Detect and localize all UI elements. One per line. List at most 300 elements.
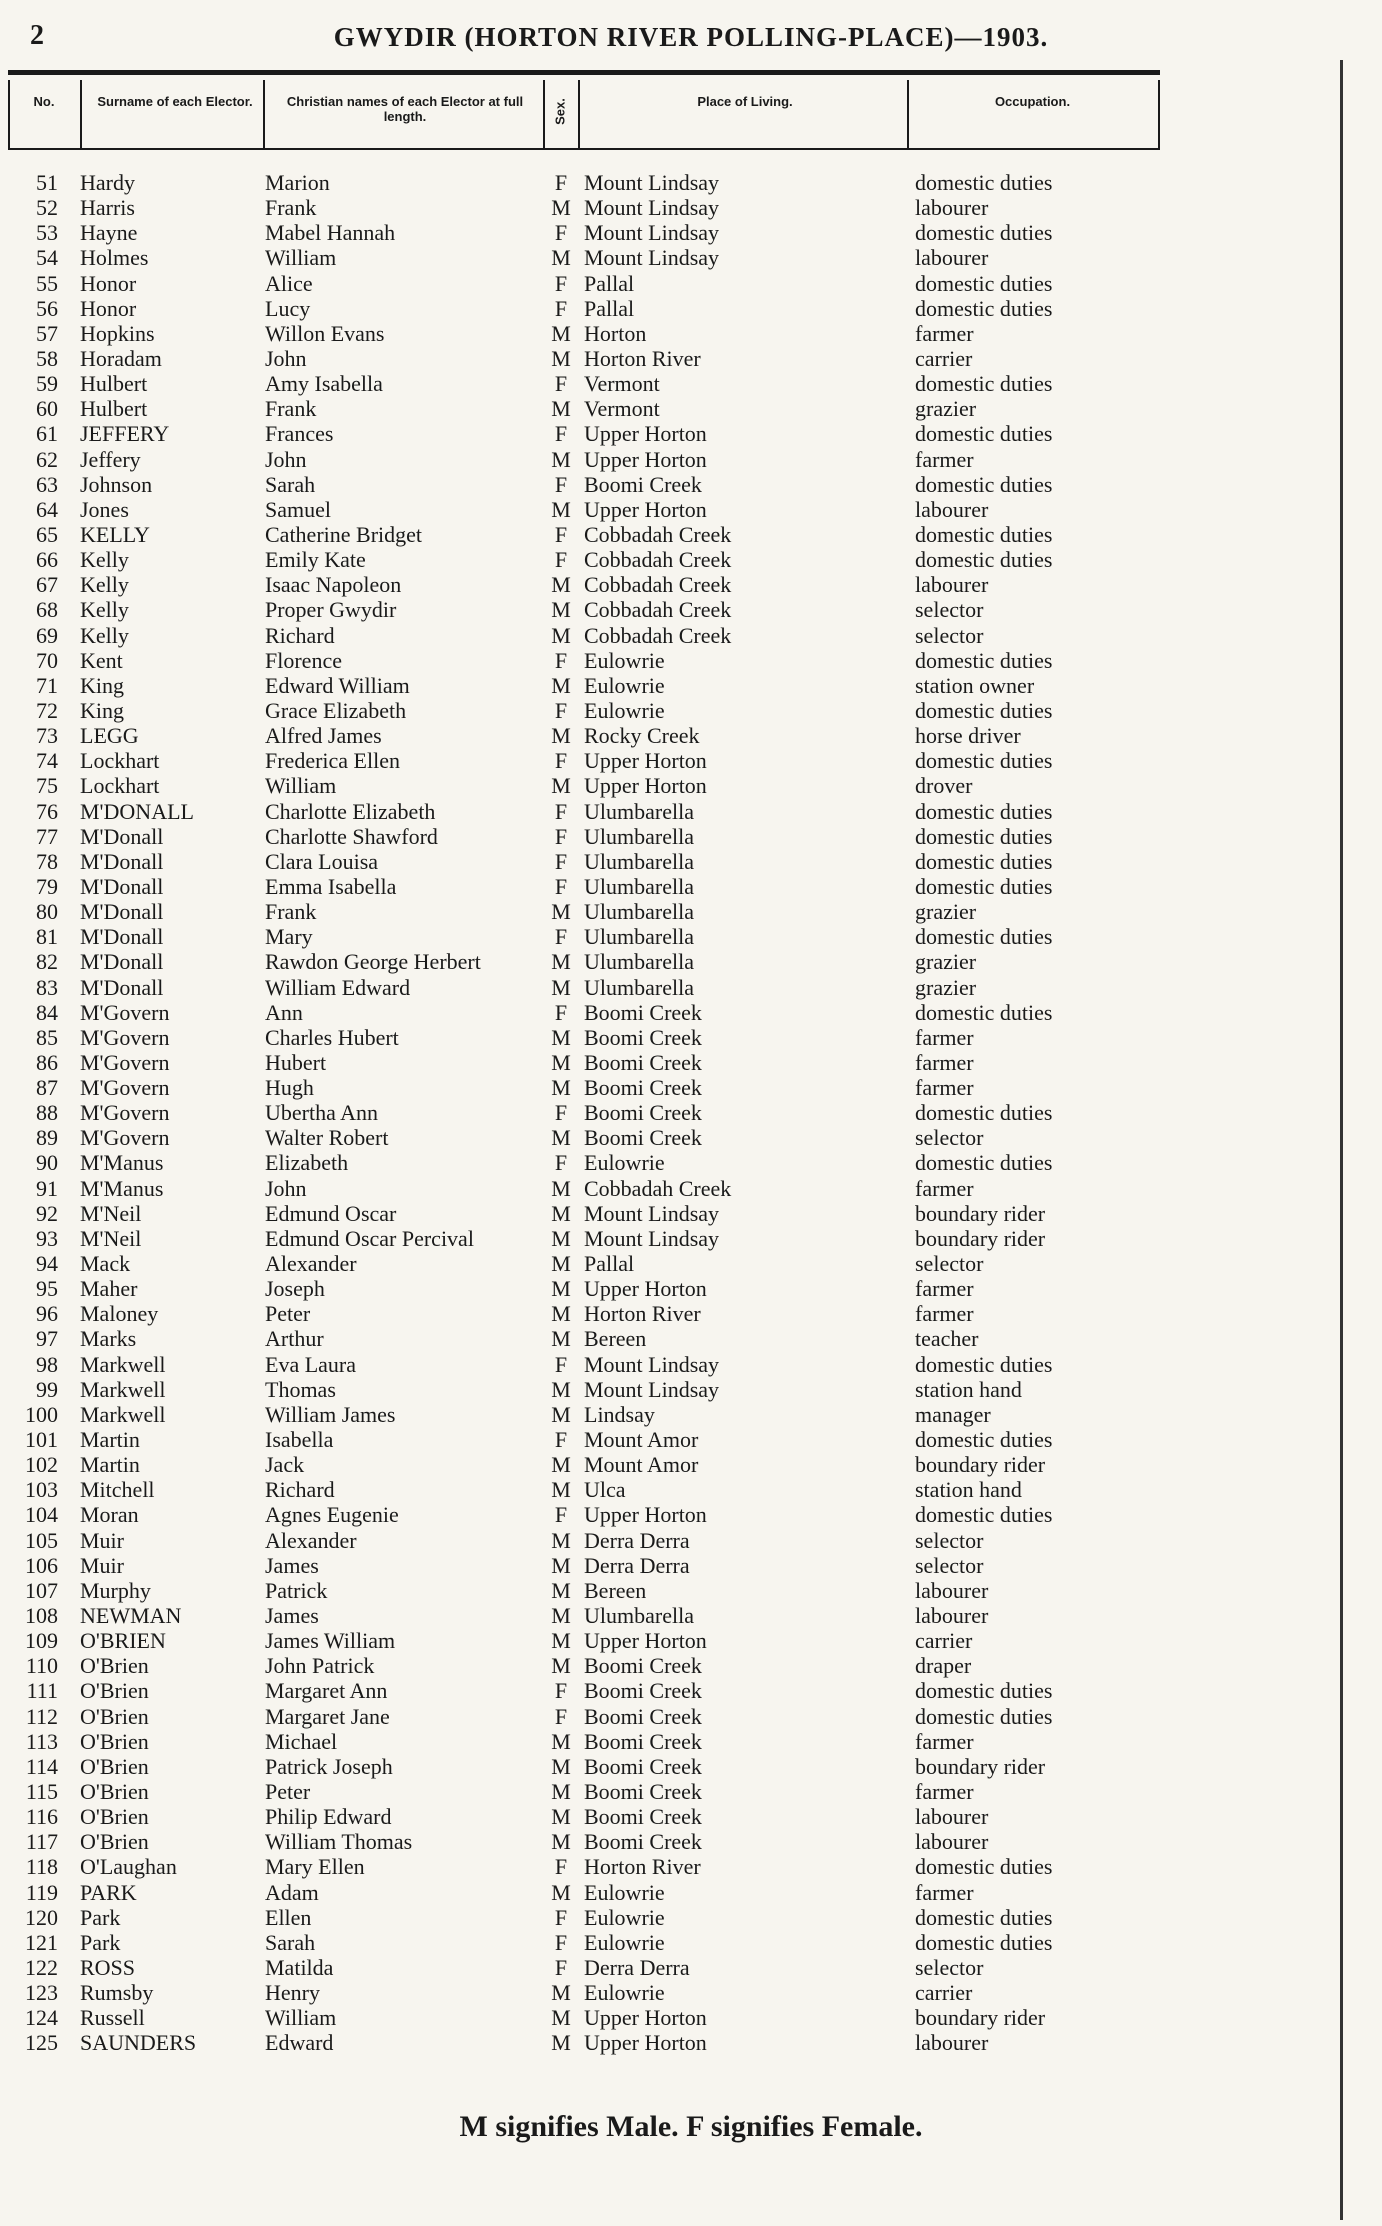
elector-christian-names: John Patrick bbox=[265, 1653, 375, 1679]
elector-place-of-living: Bereen bbox=[584, 1326, 647, 1352]
elector-place-of-living: Upper Horton bbox=[584, 2005, 707, 2031]
elector-surname: M'Neil bbox=[80, 1200, 142, 1226]
elector-occupation: domestic duties bbox=[915, 848, 1053, 874]
elector-christian-names: Richard bbox=[265, 1477, 335, 1503]
elector-sex: M bbox=[551, 1125, 571, 1151]
elector-christian-names: James bbox=[265, 1603, 319, 1629]
elector-place-of-living: Boomi Creek bbox=[584, 1728, 702, 1754]
elector-christian-names: Edmund Oscar Percival bbox=[265, 1225, 474, 1251]
table-row bbox=[0, 723, 1382, 748]
elector-surname: Moran bbox=[80, 1502, 139, 1528]
elector-christian-names: Frederica Ellen bbox=[265, 748, 400, 774]
elector-place-of-living: Ulumbarella bbox=[584, 899, 694, 925]
elector-surname: Kelly bbox=[80, 547, 129, 573]
elector-christian-names: William Thomas bbox=[265, 1829, 413, 1855]
elector-place-of-living: Eulowrie bbox=[584, 1879, 665, 1905]
elector-occupation: domestic duties bbox=[915, 999, 1053, 1025]
elector-place-of-living: Boomi Creek bbox=[584, 471, 702, 497]
elector-sex: M bbox=[551, 1075, 571, 1101]
table-row bbox=[0, 371, 1382, 396]
elector-occupation: boundary rider bbox=[915, 1753, 1046, 1779]
table-row bbox=[0, 949, 1382, 974]
elector-surname: Martin bbox=[80, 1427, 140, 1453]
elector-place-of-living: Boomi Creek bbox=[584, 1100, 702, 1126]
elector-number: 88 bbox=[36, 1100, 58, 1126]
elector-place-of-living: Ulumbarella bbox=[584, 924, 694, 950]
table-row bbox=[0, 1276, 1382, 1301]
elector-surname: Honor bbox=[80, 270, 137, 296]
elector-surname: Murphy bbox=[80, 1577, 151, 1603]
elector-number: 51 bbox=[36, 170, 58, 195]
elector-sex: M bbox=[551, 2030, 571, 2056]
table-row bbox=[0, 1502, 1382, 1527]
elector-number: 86 bbox=[36, 1049, 58, 1075]
elector-surname: Kelly bbox=[80, 622, 129, 648]
elector-sex: M bbox=[551, 1276, 571, 1302]
elector-number: 115 bbox=[25, 1779, 58, 1804]
elector-christian-names: Emily Kate bbox=[265, 547, 366, 573]
elector-sex: F bbox=[554, 270, 568, 296]
elector-place-of-living: Derra Derra bbox=[584, 1954, 690, 1980]
elector-number: 116 bbox=[25, 1804, 58, 1830]
elector-place-of-living: Upper Horton bbox=[584, 748, 707, 774]
elector-occupation: farmer bbox=[915, 1049, 974, 1075]
elector-surname: Mack bbox=[80, 1251, 131, 1277]
elector-place-of-living: Mount Lindsay bbox=[584, 170, 720, 195]
elector-sex: F bbox=[554, 371, 568, 397]
elector-number: 62 bbox=[36, 446, 58, 472]
elector-place-of-living: Boomi Creek bbox=[584, 1804, 702, 1830]
elector-surname: M'Govern bbox=[80, 1100, 170, 1126]
elector-place-of-living: Boomi Creek bbox=[584, 1075, 702, 1101]
elector-list bbox=[0, 170, 1382, 2056]
elector-place-of-living: Cobbadah Creek bbox=[584, 521, 732, 547]
elector-occupation: grazier bbox=[915, 974, 977, 1000]
page-number: 2 bbox=[30, 20, 44, 51]
elector-christian-names: Patrick Joseph bbox=[265, 1753, 393, 1779]
elector-surname: M'Donall bbox=[80, 899, 164, 925]
elector-christian-names: James bbox=[265, 1552, 319, 1578]
elector-number: 113 bbox=[25, 1728, 58, 1754]
elector-sex: M bbox=[551, 1879, 571, 1905]
table-row bbox=[0, 773, 1382, 798]
elector-occupation: boundary rider bbox=[915, 1452, 1046, 1478]
elector-number: 57 bbox=[36, 320, 58, 346]
elector-number: 97 bbox=[36, 1326, 58, 1352]
table-row bbox=[0, 1980, 1382, 2005]
elector-sex: F bbox=[554, 220, 568, 246]
elector-place-of-living: Horton bbox=[584, 320, 647, 346]
table-row bbox=[0, 1905, 1382, 1930]
elector-surname: Park bbox=[80, 1904, 121, 1930]
elector-occupation: domestic duties bbox=[915, 748, 1053, 774]
elector-sex: M bbox=[551, 1376, 571, 1402]
table-row bbox=[0, 1025, 1382, 1050]
elector-sex: M bbox=[551, 1779, 571, 1804]
elector-christian-names: Peter bbox=[265, 1301, 311, 1327]
table-row bbox=[0, 1176, 1382, 1201]
elector-christian-names: Henry bbox=[265, 1980, 320, 2006]
elector-place-of-living: Upper Horton bbox=[584, 2030, 707, 2056]
elector-surname: Holmes bbox=[80, 245, 149, 271]
elector-number: 105 bbox=[25, 1527, 58, 1553]
elector-christian-names: Charlotte Shawford bbox=[265, 823, 438, 849]
elector-sex: F bbox=[554, 170, 568, 195]
elector-number: 73 bbox=[36, 723, 58, 749]
elector-surname: O'Brien bbox=[80, 1728, 149, 1754]
elector-occupation: labourer bbox=[915, 2030, 989, 2056]
elector-surname: M'Govern bbox=[80, 1024, 170, 1050]
table-row bbox=[0, 1452, 1382, 1477]
elector-number: 108 bbox=[25, 1603, 58, 1629]
elector-surname: Johnson bbox=[80, 471, 153, 497]
elector-surname: Honor bbox=[80, 295, 137, 321]
table-row bbox=[0, 1352, 1382, 1377]
table-row bbox=[0, 1603, 1382, 1628]
elector-christian-names: Isaac Napoleon bbox=[265, 572, 402, 598]
elector-number: 93 bbox=[36, 1225, 58, 1251]
elector-occupation: carrier bbox=[915, 1980, 973, 2006]
elector-christian-names: William James bbox=[265, 1401, 396, 1427]
elector-place-of-living: Rocky Creek bbox=[584, 723, 700, 749]
elector-number: 75 bbox=[36, 773, 58, 799]
elector-place-of-living: Ulca bbox=[584, 1477, 626, 1503]
elector-surname: Jones bbox=[80, 496, 129, 522]
elector-number: 58 bbox=[36, 345, 58, 371]
elector-number: 104 bbox=[25, 1502, 58, 1528]
elector-surname: M'DONALL bbox=[80, 798, 194, 824]
table-row bbox=[0, 396, 1382, 421]
table-row bbox=[0, 522, 1382, 547]
elector-place-of-living: Horton River bbox=[584, 345, 701, 371]
elector-number: 84 bbox=[36, 999, 58, 1025]
elector-surname: Lockhart bbox=[80, 748, 160, 774]
elector-occupation: manager bbox=[915, 1401, 991, 1427]
elector-occupation: domestic duties bbox=[915, 295, 1053, 321]
elector-number: 94 bbox=[36, 1251, 58, 1277]
col-header-sex: Sex. bbox=[552, 98, 568, 125]
elector-sex: M bbox=[551, 1200, 571, 1226]
elector-occupation: labourer bbox=[915, 1577, 989, 1603]
elector-sex: M bbox=[551, 345, 571, 371]
elector-christian-names: Margaret Jane bbox=[265, 1703, 390, 1729]
elector-occupation: selector bbox=[915, 1251, 984, 1277]
elector-number: 112 bbox=[25, 1703, 58, 1729]
elector-surname: M'Govern bbox=[80, 999, 170, 1025]
elector-number: 101 bbox=[25, 1427, 58, 1453]
elector-occupation: domestic duties bbox=[915, 823, 1053, 849]
elector-christian-names: Ann bbox=[265, 999, 303, 1025]
elector-christian-names: Ellen bbox=[265, 1904, 312, 1930]
elector-number: 71 bbox=[36, 672, 58, 698]
table-row bbox=[0, 597, 1382, 622]
table-row bbox=[0, 899, 1382, 924]
elector-number: 82 bbox=[36, 949, 58, 975]
elector-place-of-living: Eulowrie bbox=[584, 1929, 665, 1955]
elector-sex: M bbox=[551, 1225, 571, 1251]
elector-occupation: labourer bbox=[915, 1804, 989, 1830]
elector-sex: M bbox=[551, 773, 571, 799]
elector-christian-names: John bbox=[265, 1175, 307, 1201]
col-header-no: No. bbox=[33, 94, 55, 109]
elector-occupation: farmer bbox=[915, 1779, 974, 1804]
elector-sex: M bbox=[551, 1728, 571, 1754]
elector-occupation: selector bbox=[915, 622, 984, 648]
elector-surname: PARK bbox=[80, 1879, 137, 1905]
elector-surname: M'Govern bbox=[80, 1125, 170, 1151]
elector-christian-names: Edward bbox=[265, 2030, 334, 2056]
elector-sex: F bbox=[554, 295, 568, 321]
elector-place-of-living: Lindsay bbox=[584, 1401, 655, 1427]
elector-occupation: farmer bbox=[915, 1075, 974, 1101]
elector-occupation: domestic duties bbox=[915, 647, 1053, 673]
elector-occupation: domestic duties bbox=[915, 697, 1053, 723]
elector-sex: F bbox=[554, 999, 568, 1025]
elector-sex: M bbox=[551, 597, 571, 623]
elector-surname: O'Brien bbox=[80, 1753, 149, 1779]
elector-surname: M'Donall bbox=[80, 823, 164, 849]
elector-christian-names: Samuel bbox=[265, 496, 331, 522]
elector-sex: M bbox=[551, 1049, 571, 1075]
elector-occupation: drover bbox=[915, 773, 973, 799]
elector-surname: M'Donall bbox=[80, 974, 164, 1000]
elector-number: 124 bbox=[25, 2005, 58, 2031]
elector-place-of-living: Boomi Creek bbox=[584, 1779, 702, 1804]
elector-occupation: domestic duties bbox=[915, 1904, 1053, 1930]
elector-occupation: grazier bbox=[915, 949, 977, 975]
elector-sex: M bbox=[551, 949, 571, 975]
elector-christian-names: Mary Ellen bbox=[265, 1854, 365, 1880]
table-row bbox=[0, 1150, 1382, 1175]
elector-occupation: domestic duties bbox=[915, 1427, 1053, 1453]
elector-place-of-living: Cobbadah Creek bbox=[584, 622, 732, 648]
elector-place-of-living: Mount Lindsay bbox=[584, 1351, 720, 1377]
elector-number: 53 bbox=[36, 220, 58, 246]
elector-occupation: station hand bbox=[915, 1376, 1022, 1402]
elector-surname: Muir bbox=[80, 1552, 124, 1578]
elector-surname: M'Neil bbox=[80, 1225, 142, 1251]
elector-number: 61 bbox=[36, 421, 58, 447]
elector-place-of-living: Upper Horton bbox=[584, 773, 707, 799]
elector-christian-names: Patrick bbox=[265, 1577, 328, 1603]
table-row bbox=[0, 924, 1382, 949]
elector-sex: F bbox=[554, 873, 568, 899]
elector-number: 77 bbox=[36, 823, 58, 849]
elector-christian-names: Michael bbox=[265, 1728, 338, 1754]
elector-surname: Jeffery bbox=[80, 446, 141, 472]
elector-number: 120 bbox=[25, 1904, 58, 1930]
elector-sex: F bbox=[554, 471, 568, 497]
elector-place-of-living: Eulowrie bbox=[584, 697, 665, 723]
elector-place-of-living: Eulowrie bbox=[584, 647, 665, 673]
elector-occupation: domestic duties bbox=[915, 1150, 1053, 1176]
table-row bbox=[0, 572, 1382, 597]
table-row bbox=[0, 1553, 1382, 1578]
elector-occupation: domestic duties bbox=[915, 1100, 1053, 1126]
table-row bbox=[0, 648, 1382, 673]
elector-occupation: farmer bbox=[915, 1301, 974, 1327]
elector-christian-names: Lucy bbox=[265, 295, 311, 321]
elector-christian-names: Sarah bbox=[265, 471, 316, 497]
elector-place-of-living: Cobbadah Creek bbox=[584, 1175, 732, 1201]
elector-sex: F bbox=[554, 547, 568, 573]
elector-surname: JEFFERY bbox=[80, 421, 170, 447]
elector-number: 96 bbox=[36, 1301, 58, 1327]
elector-number: 90 bbox=[36, 1150, 58, 1176]
elector-sex: M bbox=[551, 1653, 571, 1679]
table-row bbox=[0, 447, 1382, 472]
table-row bbox=[0, 1804, 1382, 1829]
elector-surname: M'Donall bbox=[80, 873, 164, 899]
table-row bbox=[0, 2005, 1382, 2030]
elector-number: 109 bbox=[25, 1628, 58, 1654]
elector-occupation: domestic duties bbox=[915, 170, 1053, 195]
column-divider bbox=[543, 80, 545, 148]
elector-sex: F bbox=[554, 521, 568, 547]
elector-surname: King bbox=[80, 672, 124, 698]
elector-occupation: boundary rider bbox=[915, 1225, 1046, 1251]
table-row bbox=[0, 346, 1382, 371]
table-row bbox=[0, 1754, 1382, 1779]
elector-occupation: selector bbox=[915, 597, 984, 623]
table-row bbox=[0, 1050, 1382, 1075]
table-row bbox=[0, 1427, 1382, 1452]
table-row bbox=[0, 1704, 1382, 1729]
table-row bbox=[0, 497, 1382, 522]
elector-number: 91 bbox=[36, 1175, 58, 1201]
elector-occupation: boundary rider bbox=[915, 1200, 1046, 1226]
elector-sex: M bbox=[551, 1552, 571, 1578]
elector-christian-names: Frances bbox=[265, 421, 334, 447]
elector-place-of-living: Ulumbarella bbox=[584, 823, 694, 849]
elector-surname: Horadam bbox=[80, 345, 162, 371]
table-row bbox=[0, 698, 1382, 723]
elector-number: 74 bbox=[36, 748, 58, 774]
elector-place-of-living: Mount Lindsay bbox=[584, 195, 720, 221]
elector-sex: M bbox=[551, 1452, 571, 1478]
elector-place-of-living: Mount Amor bbox=[584, 1427, 699, 1453]
elector-place-of-living: Mount Amor bbox=[584, 1452, 699, 1478]
elector-place-of-living: Mount Lindsay bbox=[584, 1200, 720, 1226]
elector-number: 83 bbox=[36, 974, 58, 1000]
elector-occupation: domestic duties bbox=[915, 924, 1053, 950]
elector-occupation: domestic duties bbox=[915, 220, 1053, 246]
elector-christian-names: Mabel Hannah bbox=[265, 220, 396, 246]
elector-surname: Lockhart bbox=[80, 773, 160, 799]
table-row bbox=[0, 824, 1382, 849]
elector-number: 81 bbox=[36, 924, 58, 950]
elector-surname: O'Brien bbox=[80, 1829, 149, 1855]
elector-occupation: selector bbox=[915, 1125, 984, 1151]
elector-place-of-living: Boomi Creek bbox=[584, 1653, 702, 1679]
elector-christian-names: Elizabeth bbox=[265, 1150, 349, 1176]
elector-sex: F bbox=[554, 697, 568, 723]
elector-christian-names: Amy Isabella bbox=[265, 371, 383, 397]
elector-place-of-living: Pallal bbox=[584, 1251, 635, 1277]
elector-christian-names: William bbox=[265, 2005, 337, 2031]
elector-number: 99 bbox=[36, 1376, 58, 1402]
elector-sex: F bbox=[554, 748, 568, 774]
elector-sex: M bbox=[551, 1175, 571, 1201]
elector-christian-names: Alfred James bbox=[265, 723, 382, 749]
elector-place-of-living: Upper Horton bbox=[584, 446, 707, 472]
elector-occupation: labourer bbox=[915, 1829, 989, 1855]
column-divider bbox=[907, 80, 909, 148]
elector-christian-names: Peter bbox=[265, 1779, 311, 1804]
col-header-surname: Surname of each Elector. bbox=[97, 94, 253, 109]
elector-occupation: domestic duties bbox=[915, 1502, 1053, 1528]
elector-christian-names: Adam bbox=[265, 1879, 319, 1905]
table-row bbox=[0, 170, 1382, 195]
elector-surname: O'Brien bbox=[80, 1703, 149, 1729]
elector-surname: O'Brien bbox=[80, 1653, 149, 1679]
elector-number: 67 bbox=[36, 572, 58, 598]
elector-surname: M'Manus bbox=[80, 1175, 164, 1201]
elector-occupation: draper bbox=[915, 1653, 972, 1679]
elector-christian-names: Charles Hubert bbox=[265, 1024, 399, 1050]
elector-place-of-living: Boomi Creek bbox=[584, 1753, 702, 1779]
table-row bbox=[0, 245, 1382, 270]
elector-number: 80 bbox=[36, 899, 58, 925]
elector-place-of-living: Boomi Creek bbox=[584, 1703, 702, 1729]
elector-place-of-living: Boomi Creek bbox=[584, 999, 702, 1025]
elector-christian-names: John bbox=[265, 345, 307, 371]
elector-number: 110 bbox=[25, 1653, 58, 1679]
elector-surname: Mitchell bbox=[80, 1477, 155, 1503]
elector-place-of-living: Ulumbarella bbox=[584, 873, 694, 899]
elector-sex: M bbox=[551, 496, 571, 522]
elector-number: 111 bbox=[26, 1678, 58, 1704]
elector-number: 56 bbox=[36, 295, 58, 321]
elector-number: 92 bbox=[36, 1200, 58, 1226]
elector-christian-names: Emma Isabella bbox=[265, 873, 397, 899]
table-row bbox=[0, 748, 1382, 773]
table-row bbox=[0, 799, 1382, 824]
elector-christian-names: Frank bbox=[265, 195, 317, 221]
elector-sex: F bbox=[554, 823, 568, 849]
elector-place-of-living: Upper Horton bbox=[584, 1628, 707, 1654]
elector-occupation: station hand bbox=[915, 1477, 1022, 1503]
page-title: GWYDIR (HORTON RIVER POLLING-PLACE)—1903. bbox=[333, 22, 1049, 52]
elector-place-of-living: Mount Lindsay bbox=[584, 220, 720, 246]
elector-christian-names: Rawdon George Herbert bbox=[265, 949, 481, 975]
elector-christian-names: Eva Laura bbox=[265, 1351, 356, 1377]
elector-sex: M bbox=[551, 1024, 571, 1050]
elector-number: 103 bbox=[25, 1477, 58, 1503]
elector-sex: F bbox=[554, 1954, 568, 1980]
elector-sex: F bbox=[554, 1703, 568, 1729]
table-row bbox=[0, 547, 1382, 572]
elector-occupation: farmer bbox=[915, 1175, 974, 1201]
table-row bbox=[0, 296, 1382, 321]
elector-place-of-living: Eulowrie bbox=[584, 1904, 665, 1930]
table-row bbox=[0, 975, 1382, 1000]
elector-number: 70 bbox=[36, 647, 58, 673]
elector-occupation: domestic duties bbox=[915, 1929, 1053, 1955]
elector-christian-names: Agnes Eugenie bbox=[265, 1502, 399, 1528]
elector-number: 63 bbox=[36, 471, 58, 497]
table-row bbox=[0, 1301, 1382, 1326]
table-row bbox=[0, 1251, 1382, 1276]
elector-christian-names: Frank bbox=[265, 899, 317, 925]
elector-occupation: labourer bbox=[915, 496, 989, 522]
elector-sex: F bbox=[554, 1904, 568, 1930]
elector-occupation: labourer bbox=[915, 245, 989, 271]
elector-place-of-living: Ulumbarella bbox=[584, 798, 694, 824]
elector-number: 107 bbox=[25, 1577, 58, 1603]
elector-sex: M bbox=[551, 195, 571, 221]
elector-christian-names: Matilda bbox=[265, 1954, 334, 1980]
